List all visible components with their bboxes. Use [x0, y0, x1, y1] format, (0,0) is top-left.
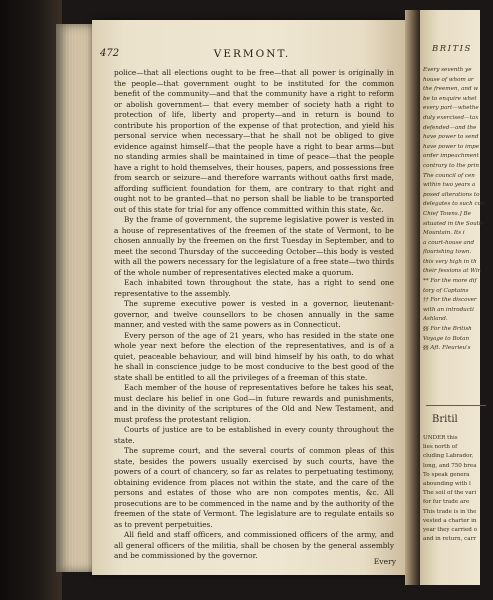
page-edges [56, 24, 96, 572]
text-line: have power to impe [423, 143, 480, 150]
page-header [92, 48, 412, 66]
left-page [92, 20, 412, 575]
text-line: within two years a [423, 182, 476, 189]
text-line: To speak genera [423, 471, 470, 478]
text-line: year they carried o [423, 527, 477, 534]
text-line: every part—whethe [423, 105, 479, 112]
text-line: house of whom ar [423, 76, 474, 83]
running-head: VERMONT. [213, 48, 291, 60]
text-line: their fessions at Win [423, 268, 482, 275]
text-line: UNDER this [423, 435, 458, 441]
text-line: the freemen, and w [423, 86, 479, 93]
text-line: The council of cen [423, 172, 475, 179]
text-line: be to enquire whet [423, 95, 477, 102]
text-line: long, and 750 brea [423, 462, 477, 469]
text-line: defended—and the [423, 124, 477, 131]
text-line: situated in the South- [423, 220, 485, 227]
text-line: posed alterations to [423, 191, 480, 198]
text-line: and in return, carr [423, 536, 476, 543]
text-line: delegates to such con [423, 201, 485, 208]
paragraph: The supreme executive power is vested in a governor, lieutenant-governor, and twelve counsellors to be chosen annually in the same manner, and vested with the same powers as in Connecticut. [114, 299, 394, 329]
text-line: The soil of the vari [423, 490, 477, 497]
text-line: §§ Aft. Fleurieu's [423, 345, 471, 352]
section-title: Britil [432, 414, 458, 425]
paragraph: police—that all elections ought to be free—that all power is originally in the people—that government ought to be instituted for the common benefit of the community—and that the community have a right to reform or abolish government— that every member of society hath a right to protection of life, liberty and property—and in return is bound to contribute his proportion of the expense of that protection, and yield his personal service when necessary—that he shall not be obliged to give evidence against himself—that the people have a right to bear arms—but no standing armies shall be maintained in time of peace—that the people have a right to hold themselves, their houses, papers, and possessions free from search or seizure—and therefore warrants without oaths first made, affording sufficient foundation for them, are contrary to that right and ought not to be granted—that no person shall be liable to be transported out of this state for trial for any offence committed within this state, &c. [114, 68, 394, 214]
page-number: 472 [100, 48, 120, 59]
text-line: have power to send [423, 134, 479, 141]
text-line: a court-house and [423, 239, 475, 246]
paragraph: Every person of the age of 21 years, who has resided in the state one whole year next before the election of the representatives, and is of a quiet, peaceable behaviour, and will bind himself by his oath, to do what he shall in conscience judge to be most conducive to the best good of the state shall be entitled to all the privileges of a freeman of this state. [114, 330, 394, 382]
paragraph: Courts of justice are to be established in every county throughout the state. [114, 425, 394, 445]
text-line: this very high in th [423, 258, 477, 265]
text-line: This trade is in the [423, 508, 477, 515]
text-line: Every seventh ye [423, 67, 472, 73]
text-line: ** For the more dif [423, 278, 477, 285]
text-line: tory of Captains [423, 287, 469, 294]
right-page-section-text [423, 434, 493, 544]
paragraph: Each member of the house of representatives before he takes his seat, must declare his belief in one God—in future rewards and punishments, and in the divinity of the scriptures of the Old and New Testament, and must profess the protestant religion. [114, 383, 394, 424]
paragraph: All field and staff officers, and commissioned officers of the army, and all general officers of the militia, shall be chosen by the general assembly and be commissioned by the governor. [114, 530, 394, 560]
text-line: abounding with l [423, 481, 471, 488]
text-line: cluding Labrador, [423, 453, 474, 460]
text-line: order impeachment [423, 153, 479, 160]
text-line: contrary to the prin [423, 162, 479, 169]
text-line: §§ For the British [423, 326, 472, 333]
text-line: Chief Towns.] Be [423, 210, 471, 217]
text-line: vested a charter in [423, 517, 477, 524]
body-text [114, 68, 394, 562]
dark-background [0, 0, 62, 600]
paragraph: The supreme court, and the several courts of common pleas of this state, besides the powers usually exercised by such courts, have the powers of a court of chancery, so far as relates to perpetuating testimony, obtaining evidence from places not within the state, and the care of the persons and estates of those who are non compotes mentis, &c. All prosecutions are to be commenced in the name and by the authority of the freemen of the state of Vermont. The legislature are to regulate entails so as to prevent perpetuities. [114, 446, 394, 529]
paragraph: Each inhabited town throughout the state, has a right to send one representative to the assembly. [114, 278, 394, 298]
right-page [420, 10, 485, 585]
right-page-text [423, 66, 493, 354]
text-line: with an introducti [423, 306, 474, 313]
divider [426, 405, 486, 406]
right-running-head: BRITIS [432, 44, 472, 54]
paragraph: By the frame of government, the supreme legislative power is vested in a house of representatives of the freemen of the state of Vermont, to be chosen annually by the freemen on the first Tuesday in September, and to meet the second Thursday of the succeeding October—this body is vested with all the powers necessary for the legislature of a free state—two thirds of the whole number of representatives elected make a quorum. [114, 215, 394, 277]
catchword: Every [373, 557, 396, 566]
text-line: lies north of [423, 444, 458, 451]
text-line: flourishing town. [423, 249, 472, 256]
text-line: Ashland. [423, 316, 448, 323]
text-line: Voyage to Botan [423, 335, 470, 342]
text-line: Mountain. Its i [423, 230, 465, 237]
text-line: for fur trade are [423, 499, 470, 506]
text-line: duly exercised—tax [423, 114, 479, 121]
text-line: †† For the discover [423, 297, 477, 304]
